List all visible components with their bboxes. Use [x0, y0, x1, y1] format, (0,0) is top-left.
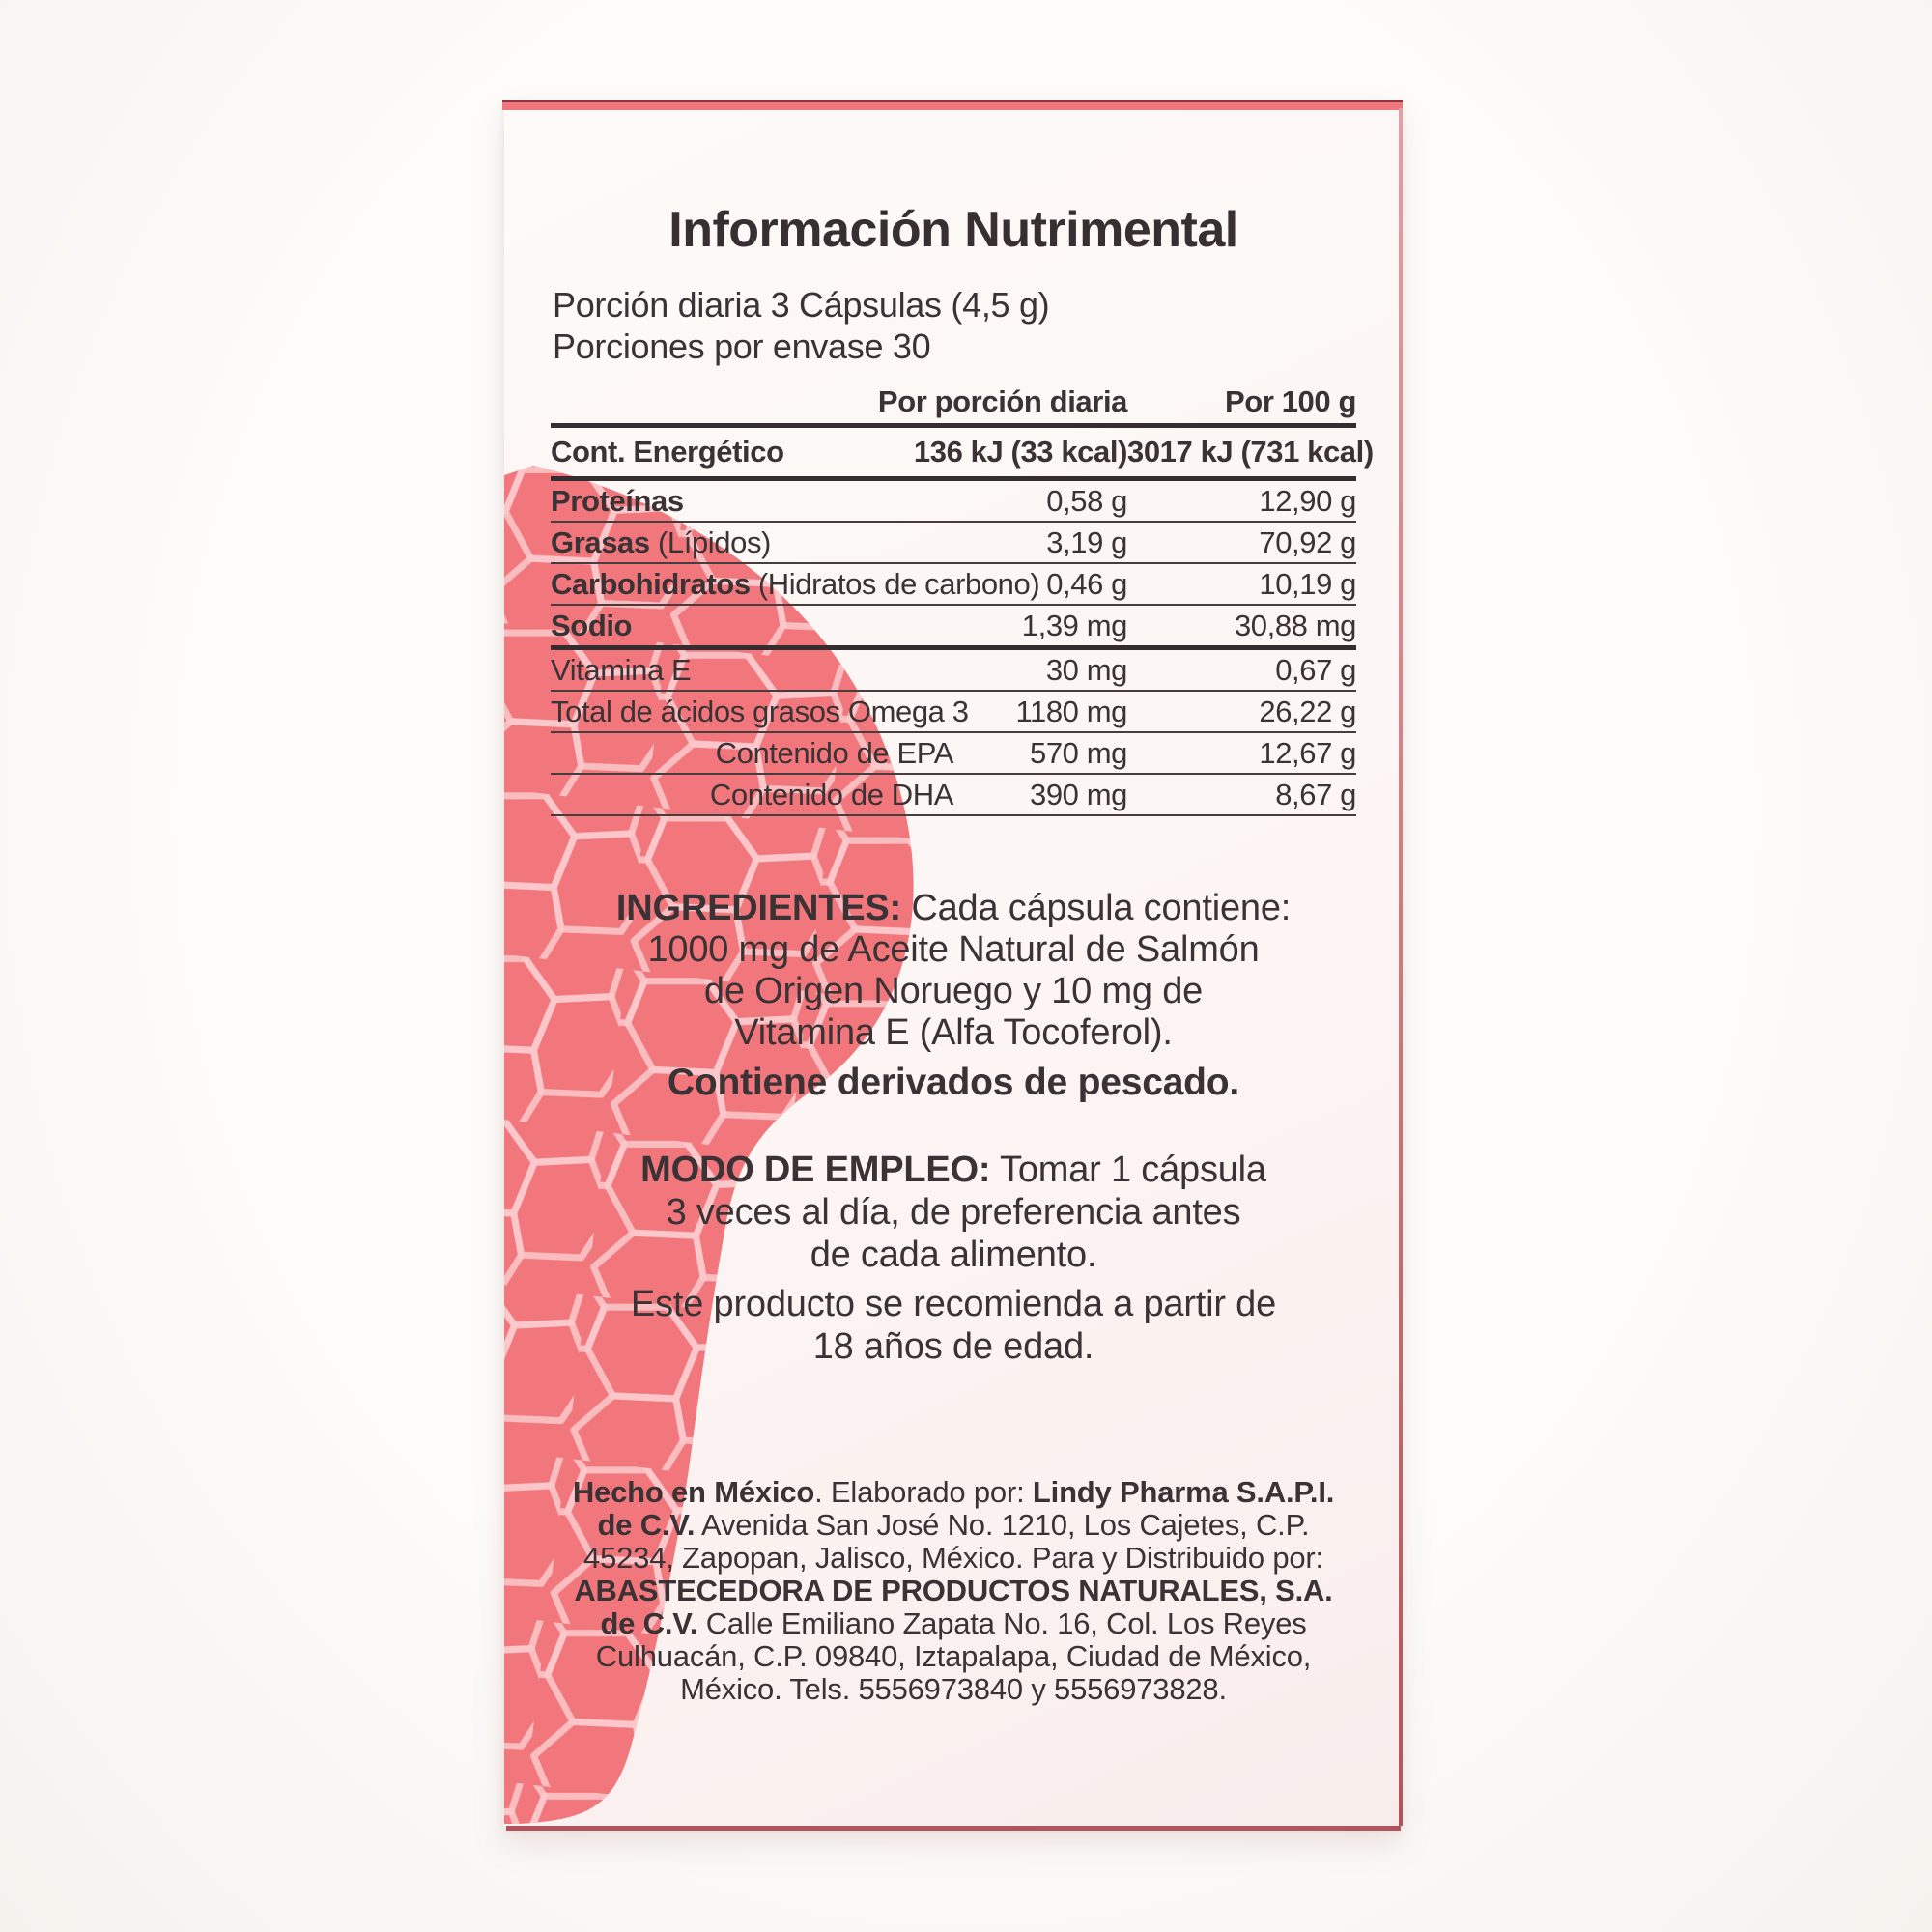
nutrient-label: Contenido de EPA	[715, 735, 953, 770]
ingredients-heading: INGREDIENTES:	[615, 888, 901, 928]
age-recommendation-line: 18 años de edad.	[812, 1326, 1094, 1367]
per-100g-value: 12,90 g	[1259, 483, 1356, 518]
per-100g-value: 10,19 g	[1259, 566, 1356, 601]
nutrient-label: Vitamina E	[551, 652, 692, 687]
table-row	[551, 428, 1374, 481]
per-serving-value: 136 kJ (33 kcal)	[913, 435, 1127, 469]
footer-line: México. Tels. 5556973840 y 5556973828.	[680, 1672, 1227, 1706]
usage-paragraph	[551, 1149, 1356, 1276]
per-serving-value: 0,58 g	[1046, 483, 1127, 518]
usage-text: Tomar 1 cápsula	[990, 1150, 1266, 1190]
table-row	[551, 523, 1356, 564]
nutrient-label: Sodio	[551, 608, 633, 642]
allergen-statement: Contiene derivados de pescado.	[667, 1062, 1240, 1103]
usage-line	[551, 1149, 1356, 1191]
age-recommendation-line: Este producto se recomienda a partir de	[630, 1284, 1277, 1324]
per-serving-column-header: Por porción diaria	[877, 384, 1127, 418]
ingredients-line: de Origen Noruego y 10 mg de	[703, 971, 1204, 1011]
footer-line: 45234, Zapopan, Jalisco, México. Para y Distribuido por:	[583, 1541, 1323, 1575]
nutrient-label: Grasas (Lípidos)	[551, 525, 771, 559]
page-title: Información Nutrimental	[668, 202, 1238, 258]
product-box-back-panel	[504, 100, 1401, 1828]
nutrient-label: Contenido de DHA	[709, 777, 953, 811]
ingredients-line	[551, 888, 1356, 929]
per-100g-value: 3017 kJ (731 kcal)	[1127, 435, 1374, 469]
per-100g-value: 70,92 g	[1259, 525, 1356, 559]
table-row	[551, 775, 1356, 816]
table-row	[551, 564, 1356, 606]
ingredients-line: 1000 mg de Aceite Natural de Salmón	[647, 929, 1260, 970]
table-row	[551, 733, 1356, 775]
nutrition-table-header	[551, 381, 1356, 428]
table-row	[551, 606, 1356, 650]
per-100g-column-header: Por 100 g	[1225, 384, 1356, 418]
footer-line: de C.V. Avenida San José No. 1210, Los Cajetes, C.P.	[597, 1508, 1310, 1542]
usage-heading: MODO DE EMPLEO:	[640, 1150, 991, 1190]
age-recommendation	[551, 1283, 1356, 1368]
table-row	[551, 481, 1356, 523]
manufacturer-info	[541, 1476, 1366, 1706]
footer-line: Culhuacán, C.P. 09840, Iztapalapa, Ciudad de México,	[595, 1639, 1312, 1673]
nutrient-label: Carbohidratos (Hidratos de carbono)	[551, 566, 1040, 601]
nutrient-label: Proteínas	[551, 483, 684, 518]
servings-per-container-line: Porciones por envase 30	[553, 327, 931, 366]
usage-line: 3 veces al día, de preferencia antes	[666, 1192, 1241, 1233]
per-100g-value: 30,88 mg	[1234, 608, 1356, 642]
table-row	[551, 650, 1356, 692]
label-content	[504, 100, 1401, 1828]
usage-line: de cada alimento.	[810, 1235, 1097, 1275]
footer-line: ABASTECEDORA DE PRODUCTOS NATURALES, S.A.	[574, 1574, 1333, 1607]
per-serving-value: 3,19 g	[1046, 525, 1127, 559]
ingredients-line: Vitamina E (Alfa Tocoferol).	[734, 1012, 1173, 1053]
serving-info	[553, 284, 1049, 367]
footer-line: de C.V. Calle Emiliano Zapata No. 16, Col. Los Reyes	[600, 1606, 1307, 1640]
serving-size-line: Porción diaria 3 Cápsulas (4,5 g)	[553, 285, 1050, 325]
per-serving-value: 1180 mg	[1015, 694, 1127, 728]
nutrient-label: Total de ácidos grasos Omega 3	[551, 694, 969, 728]
per-100g-value: 26,22 g	[1259, 694, 1356, 728]
per-100g-value: 0,67 g	[1275, 652, 1356, 687]
footer-line: Hecho en México. Elaborado por: Lindy Pharma S.A.P.I.	[572, 1475, 1335, 1509]
ingredients-paragraph	[551, 888, 1356, 1054]
per-serving-value: 570 mg	[1030, 735, 1127, 770]
per-100g-value: 12,67 g	[1259, 735, 1356, 770]
table-row	[551, 692, 1356, 733]
per-serving-value: 1,39 mg	[1021, 608, 1127, 642]
nutrient-label: Cont. Energético	[551, 435, 784, 469]
per-serving-value: 30 mg	[1045, 652, 1127, 687]
ingredients-text: Cada cápsula contiene:	[900, 888, 1292, 928]
per-serving-value: 0,46 g	[1046, 566, 1127, 601]
nutrition-table-body	[551, 428, 1374, 816]
nutrition-table	[551, 381, 1374, 816]
per-serving-value: 390 mg	[1030, 777, 1127, 811]
per-100g-value: 8,67 g	[1275, 777, 1356, 811]
